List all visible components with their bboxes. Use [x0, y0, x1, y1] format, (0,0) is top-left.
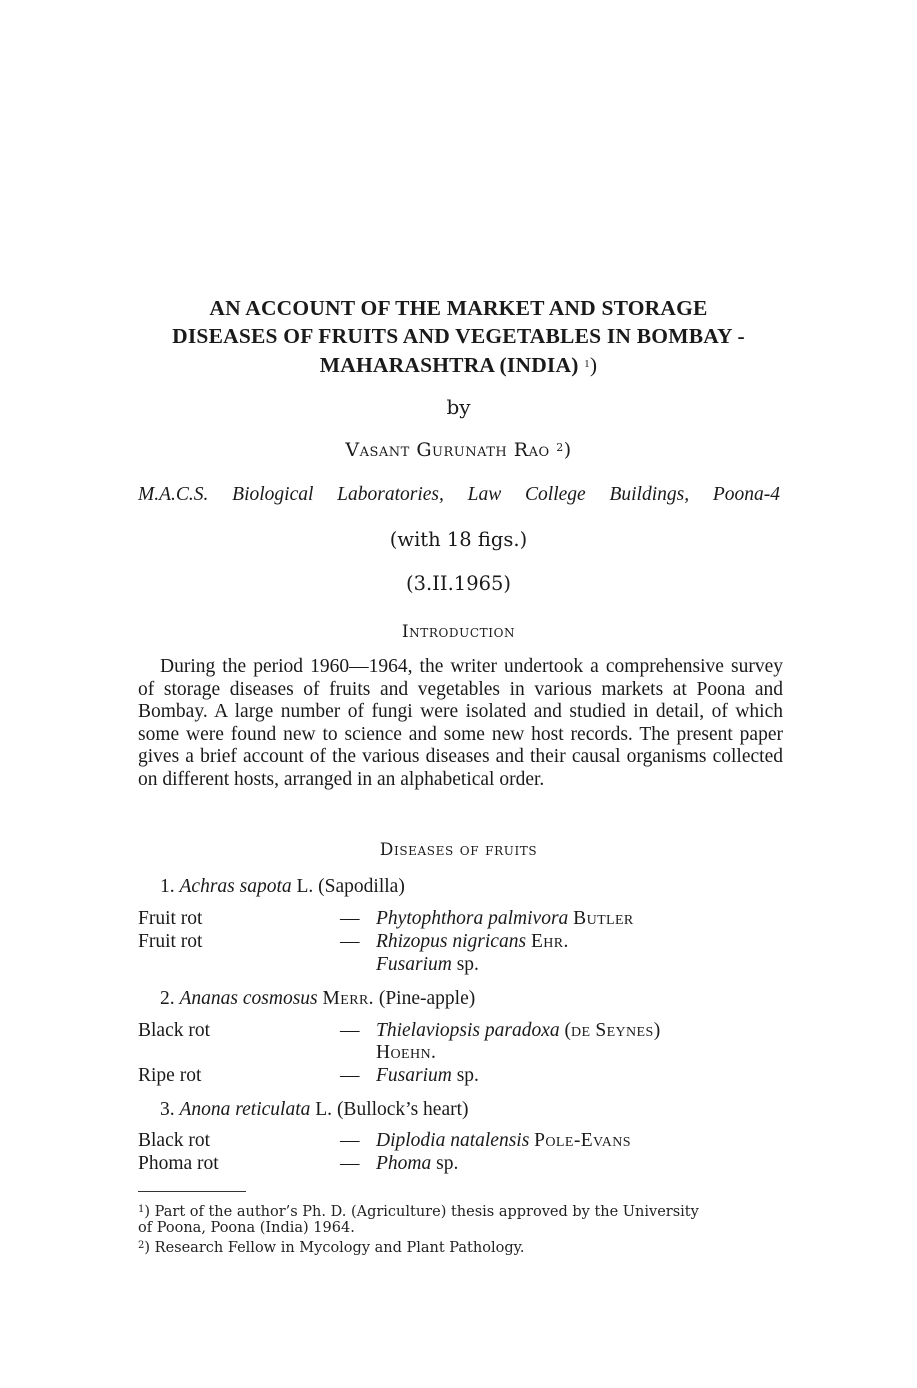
disease-row: Black rot — Thielaviopsis paradoxa (de Seynes)	[138, 1020, 661, 1041]
host-common-name: (Sapodilla)	[318, 876, 405, 897]
organism-name: Diplodia natalensis	[376, 1130, 530, 1151]
disease-row: Fruit rot — Rhizopus nigricans Ehr.	[138, 931, 569, 952]
disease-name: Black rot	[138, 1130, 211, 1151]
disease-name: Black rot	[138, 1020, 211, 1041]
footnote-1-text: Part of the author’s Ph. D. (Agriculture) thesis approved by the University	[154, 1204, 699, 1220]
host-name: Anona reticulata	[179, 1099, 311, 1120]
disease-name: Ripe rot	[138, 1065, 202, 1086]
diseases-of-fruits-heading: Diseases of fruits	[379, 840, 538, 860]
footnote-divider	[138, 1191, 246, 1192]
disease-row: Phoma rot — Phoma sp.	[138, 1153, 459, 1174]
host-common-name: (Bullock’s heart)	[336, 1099, 469, 1120]
title-line-3-text: MAHARASHTRA (INDIA)	[319, 353, 579, 377]
organism-name: Rhizopus nigricans	[376, 931, 527, 952]
author-name: Vasant Gurunath Rao	[345, 439, 550, 461]
organism-continuation: Fusarium sp.	[376, 954, 479, 975]
organism-name: Fusarium	[376, 954, 452, 975]
disease-name: Phoma rot	[138, 1153, 219, 1174]
title-footnote-ref: $^1$)	[584, 353, 598, 377]
disease-row: Ripe rot — Fusarium sp.	[138, 1065, 479, 1086]
received-date: (3.II.1965)	[405, 572, 512, 595]
article-title	[120, 294, 797, 379]
footnote-1-continuation: of Poona, Poona (India) 1964.	[138, 1220, 355, 1236]
host-name: Achras sapota	[179, 876, 292, 897]
host-common-name: (Pine-apple)	[378, 988, 476, 1009]
authority-continuation: Hoehn.	[376, 1042, 437, 1063]
host-entry: 2. Ananas cosmosus Merr. (Pine-apple)	[160, 988, 476, 1009]
introduction-heading: Introduction	[401, 622, 516, 642]
title-line-3	[120, 350, 797, 379]
author	[0, 439, 917, 461]
affiliation: M.A.C.S. Biological Laboratories, Law College Buildings, Poona-4	[138, 484, 780, 505]
disease-row: Fruit rot — Phytophthora palmivora Butler	[138, 908, 634, 929]
author-footnote-ref: $^2$)	[556, 439, 572, 461]
byline: by	[446, 395, 471, 419]
organism-name: Fusarium	[376, 1065, 452, 1086]
disease-name: Fruit rot	[138, 931, 203, 952]
title-line-2: DISEASES OF FRUITS AND VEGETABLES IN BOMBAY -	[172, 324, 745, 348]
organism-name: Thielaviopsis paradoxa	[376, 1020, 560, 1041]
introduction-paragraph: During the period 1960—1964, the writer undertook a comprehensive survey of storage diseases of fruits and vegetables in various markets at Poona and Bombay. A large number of fungi were isolated and studied in detail, of which some were found new to science and some new host records. The present paper gives a brief account of the various diseases and their causal organisms collected on different hosts, arranged in an alphabetical order.	[138, 656, 783, 790]
footnote-1: $^1$) Part of the author’s Ph. D. (Agriculture) thesis approved by the University	[138, 1204, 699, 1220]
disease-row: Black rot — Diplodia natalensis Pole-Evans	[138, 1130, 631, 1151]
organism-name: Phytophthora palmivora	[376, 908, 569, 929]
figures-note: (with 18 figs.)	[389, 528, 528, 551]
title-line-1: AN ACCOUNT OF THE MARKET AND STORAGE	[209, 296, 708, 320]
disease-name: Fruit rot	[138, 908, 203, 929]
footnote-2-text: Research Fellow in Mycology and Plant Pathology.	[154, 1240, 525, 1256]
host-name: Ananas cosmosus	[179, 988, 318, 1009]
host-entry: 1. Achras sapota L. (Sapodilla)	[160, 876, 405, 897]
organism-name: Phoma	[376, 1153, 432, 1174]
host-entry: 3. Anona reticulata L. (Bullock’s heart)	[160, 1099, 469, 1120]
footnote-2: $^2$) Research Fellow in Mycology and Plant Pathology.	[138, 1240, 525, 1256]
